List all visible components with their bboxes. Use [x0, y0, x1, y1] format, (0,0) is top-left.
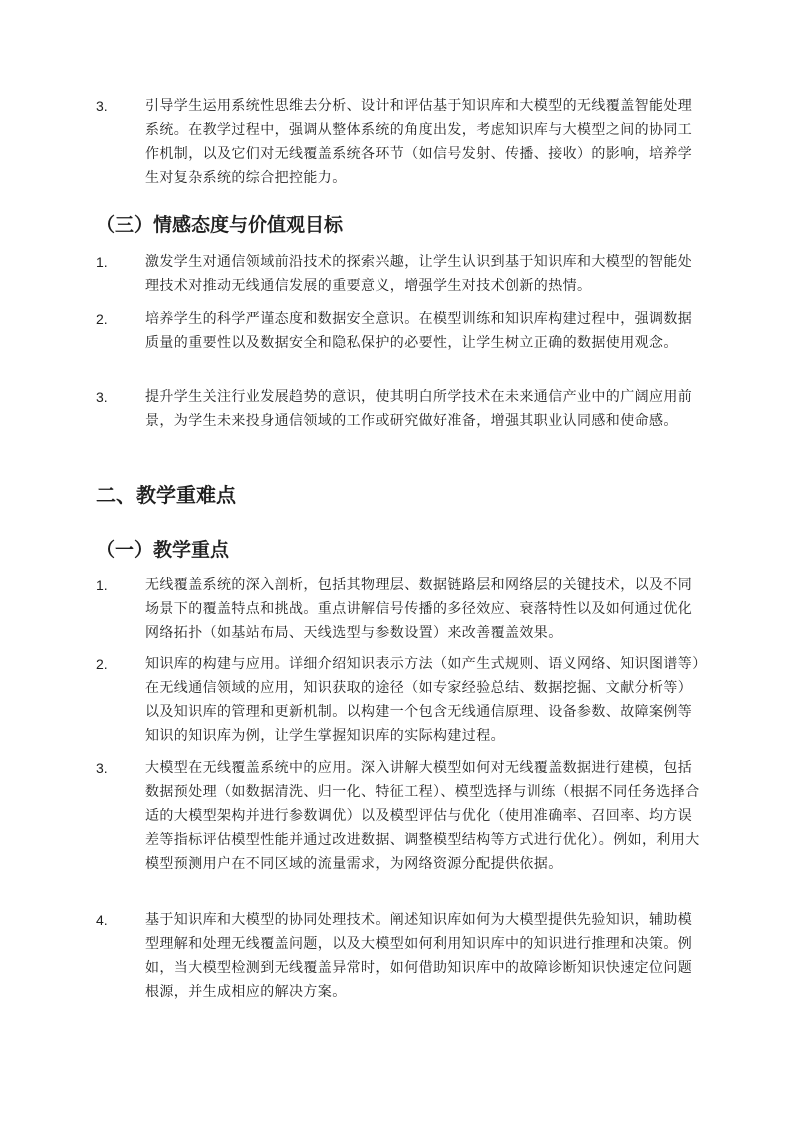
list-item — [96, 573, 706, 645]
chapter-heading: 二、教学重难点 — [96, 483, 236, 507]
list-item — [96, 756, 706, 876]
list-text: 引导学生运用系统性思维去分析、设计和评估基于知识库和大模型的无线覆盖智能处理系统。在教学过程中，强调从整体系统的角度出发，考虑知识库与大模型之间的协同工作机制，以及它们对无线覆盖系统各环节（如信号发射、传播、接收）的影响，培养学生对复杂系统的综合把控能力。 — [145, 98, 693, 186]
list-text: 无线覆盖系统的深入剖析，包括其物理层、数据链路层和网络层的关键技术，以及不同场景下的覆盖特点和挑战。重点讲解信号传播的多径效应、衰落特性以及如何通过优化网络拓扑（如基站布局、天线选型与参数设置）来改善覆盖效果。 — [145, 577, 693, 641]
list-number: 2. — [96, 656, 108, 672]
list-text: 培养学生的科学严谨态度和数据安全意识。在模型训练和知识库构建过程中，强调数据质量的重要性以及数据安全和隐私保护的必要性，让学生树立正确的数据使用观念。 — [145, 311, 693, 351]
list-item — [96, 908, 706, 1004]
list-item — [96, 94, 706, 190]
list-text: 基于知识库和大模型的协同处理技术。阐述知识库如何为大模型提供先验知识，辅助模型理解和处理无线覆盖问题，以及大模型如何利用知识库中的知识进行推理和决策。例如，当大模型检测到无线覆盖异常时，如何借助知识库中的故障诊断知识快速定位问题根源，并生成相应的解决方案。 — [145, 912, 693, 1000]
list-number: 1. — [96, 577, 108, 593]
section-heading-key-points: （一）教学重点 — [96, 539, 230, 561]
list-text: 提升学生关注行业发展趋势的意识，使其明白所学技术在未来通信产业中的广阔应用前景，为学生未来投身通信领域的工作或研究做好准备，增强其职业认同感和使命感。 — [145, 389, 693, 429]
list-number: 3. — [96, 760, 108, 776]
list-text: 激发学生对通信领域前沿技术的探索兴趣，让学生认识到基于知识库和大模型的智能处理技术对推动无线通信发展的重要意义，增强学生对技术创新的热情。 — [145, 254, 693, 294]
list-number: 2. — [96, 311, 108, 327]
list-number: 1. — [96, 254, 108, 270]
list-number: 3. — [96, 389, 108, 405]
list-text: 大模型在无线覆盖系统中的应用。深入讲解大模型如何对无线覆盖数据进行建模，包括数据预处理（如数据清洗、归一化、特征工程）、模型选择与训练（根据不同任务选择合适的大模型架构并进行参数调优）以及模型评估与优化（使用准确率、召回率、均方误差等指标评估模型性能并通过改进数据、调整模型结构等方式进行优化）。例如，利用大模型预测用户在不同区域的流量需求，为网络资源分配提供依据。 — [145, 760, 700, 872]
list-item — [96, 307, 706, 355]
list-number: 4. — [96, 912, 108, 928]
section-heading-emotion: （三）情感态度与价值观目标 — [96, 214, 344, 236]
list-item — [96, 250, 706, 298]
list-number: 3. — [96, 98, 108, 114]
list-item — [96, 385, 706, 433]
list-item — [96, 652, 706, 748]
list-text: 知识库的构建与应用。详细介绍知识表示方法（如产生式规则、语义网络、知识图谱等）在无线通信领域的应用，知识获取的途径（如专家经验总结、数据挖掘、文献分析等）以及知识库的管理和更新机制。以构建一个包含无线通信原理、设备参数、故障案例等知识的知识库为例，让学生掌握知识库的实际构建过程。 — [145, 656, 700, 744]
